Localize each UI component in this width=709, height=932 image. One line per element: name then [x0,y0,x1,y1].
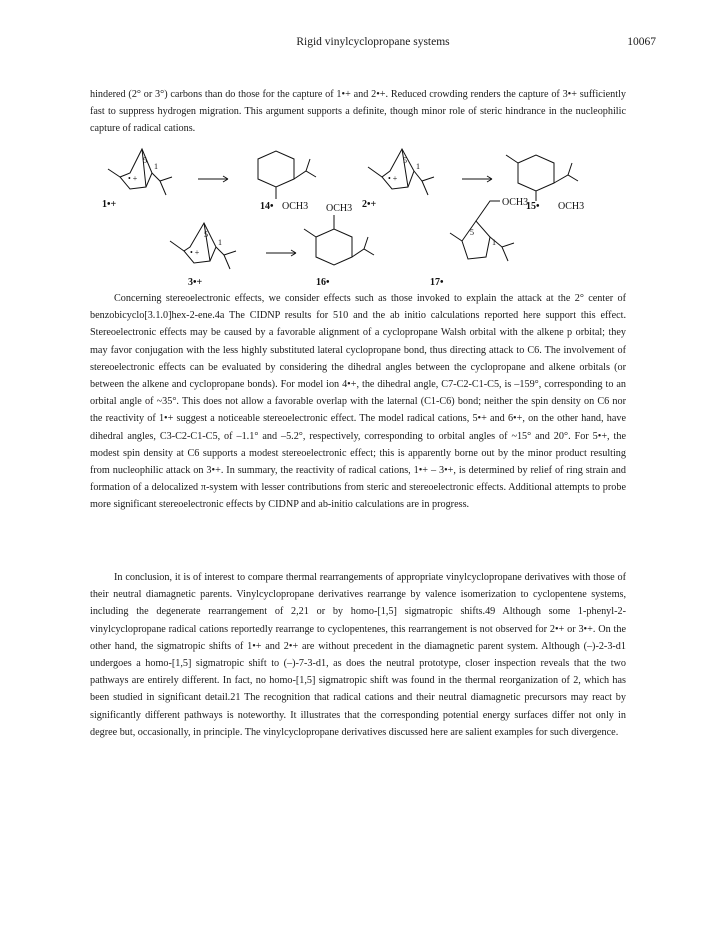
structure-2-radical-cation [368,149,434,195]
compound-label-17: 17• [430,277,444,288]
charge-label-a: • + [128,174,138,183]
running-title: Rigid vinylcyclopropane systems [296,36,450,48]
atom-5-label-a: 5 [143,156,147,165]
compound-label-3: 3•+ [188,277,203,288]
reaction-scheme-drawing [90,141,626,291]
paragraph-steric: hindered (2° or 3°) carbons than do those for the capture of 1•+ and 2•+. Reduced crowding renders the capture of 3•+ sufficiently fast to suppress hydrogen migration. This argument supports a definite, though minor role of steric hindrance in the nucleophilic capture of radical cations. [90,89,626,135]
compound-label-15: 15• [526,201,540,212]
substituent-label-17: OCH3 [502,197,529,208]
structure-15-radical [506,155,578,201]
atom-5-label-d: 5 [470,228,474,237]
structure-14-radical [258,151,316,199]
atom-1-label-b: 1 [416,162,420,171]
substituent-label-16: OCH3 [326,203,353,214]
structure-16-radical [304,215,374,265]
compound-label-14: 14• [260,201,274,212]
reaction-scheme [90,141,626,291]
compound-label-2: 2•+ [362,199,377,210]
structure-1-radical-cation [108,149,172,195]
paragraph-stereoelectronic: Concerning stereoelectronic effects, we consider effects such as those invoked to explain the attack at the 2° center of benzobicyclo[3.1.0]hex-2-ene.4a The CIDNP results for 510 and the ab initio calculations reported here support this effect. Stereoelectronic effects may be caused by a favorable alignment of a cyclopropane Walsh orbital with the alkene p orbital; they may favor conjugation with the less highly substituted lateral cyclopropane bond, thus directing attack to C6. The involvement of stereoelectronic effects can be evaluated by considering the dihedral angles between the cyclopropane and alkene orbitals (or between the alkene and cyclopropane bonds). For model ion 4•+, the dihedral angle, C7-C2-C1-C5, is –159°, corresponding to an orbital angle of ~35°. This does not allow a favorable overlap with the laternal (C1-C6) bond; neither the spin density on C6 nor the reactivity of 1•+ suggest a noticeable stereoelectronic effect. The model radical cations, 5•+ and 6•+, on the other hand, have dihedral angles, C3-C2-C1-C5, of –1.1° and –5.2°, respectively, corresponding to orbital angles of ~15° and 20°. For 5•+, the modest spin density at C6 supports a modest stereoelectronic effect; this is apparently borne out by the minor product resulting from nucleophilic attack on 3•+. In summary, the reactivity of radical cations, 1•+ – 3•+, is determined by relief of ring strain and formation of a delocalized π-system with lesser contributions from steric and stereoelectronic effects. Additional attempts to probe more significant stereoelectronic effects by CIDNP and ab-initio calculations are in progress. [90,293,626,511]
structure-3-radical-cation [170,223,236,269]
paragraph-conclusion: In conclusion, it is of interest to compare thermal rearrangements of appropriate vinylcyclopropane derivatives with those of their neutral diamagnetic parents. Vinylcyclopropane derivatives rearrange by valence isomerization to cyclopentene systems, including the degenerate rearrangement of 2,21 or by homo-[1,5] sigmatropic shifts.49 Although some 1-phenyl-2-vinylcyclopropane radical cations reportedly rearrange to cyclopentenes, this rearrangement is not observed for 2•+ or 3•+. On the other hand, the sigmatropic shifts of 1•+ and 2•+ are without precedent in the diamagnetic parent system. Although (–)-2-3-d1 undergoes a homo-[1,5] sigmatropic shift to (–)-7-3-d1, as does the neutral prototype, closer inspection reveals that the two pathways are entirely different. In fact, no homo-[1,5] sigmatropic shift was found in the thermal reorganization of 2, which has been studied in significant detail.21 The recognition that radical cations and their neutral diamagnetic precursors may react by significantly different pathways is noteworthy. It illustrates that the corresponding potential energy surfaces differ not only in degree but, occasionally, in principle. The vinylcyclopropane derivatives discussed here are salient examples for such divergence. [90,572,626,738]
atom-1-label-c: 1 [218,238,222,247]
compound-label-1: 1•+ [102,199,117,210]
page-number: 10067 [627,36,656,48]
charge-label-b: • + [388,174,398,183]
atom-5-label-c: 5 [204,230,208,239]
charge-label-c: • + [190,248,200,257]
structure-17-radical [450,201,514,261]
substituent-label-15: OCH3 [558,201,585,212]
page-header [90,36,656,52]
atom-1-label-a: 1 [154,162,158,171]
substituent-label-14: OCH3 [282,201,309,212]
atom-5-label-b: 5 [403,156,407,165]
compound-label-16: 16• [316,277,330,288]
atom-1-label-d: 1 [492,238,496,247]
